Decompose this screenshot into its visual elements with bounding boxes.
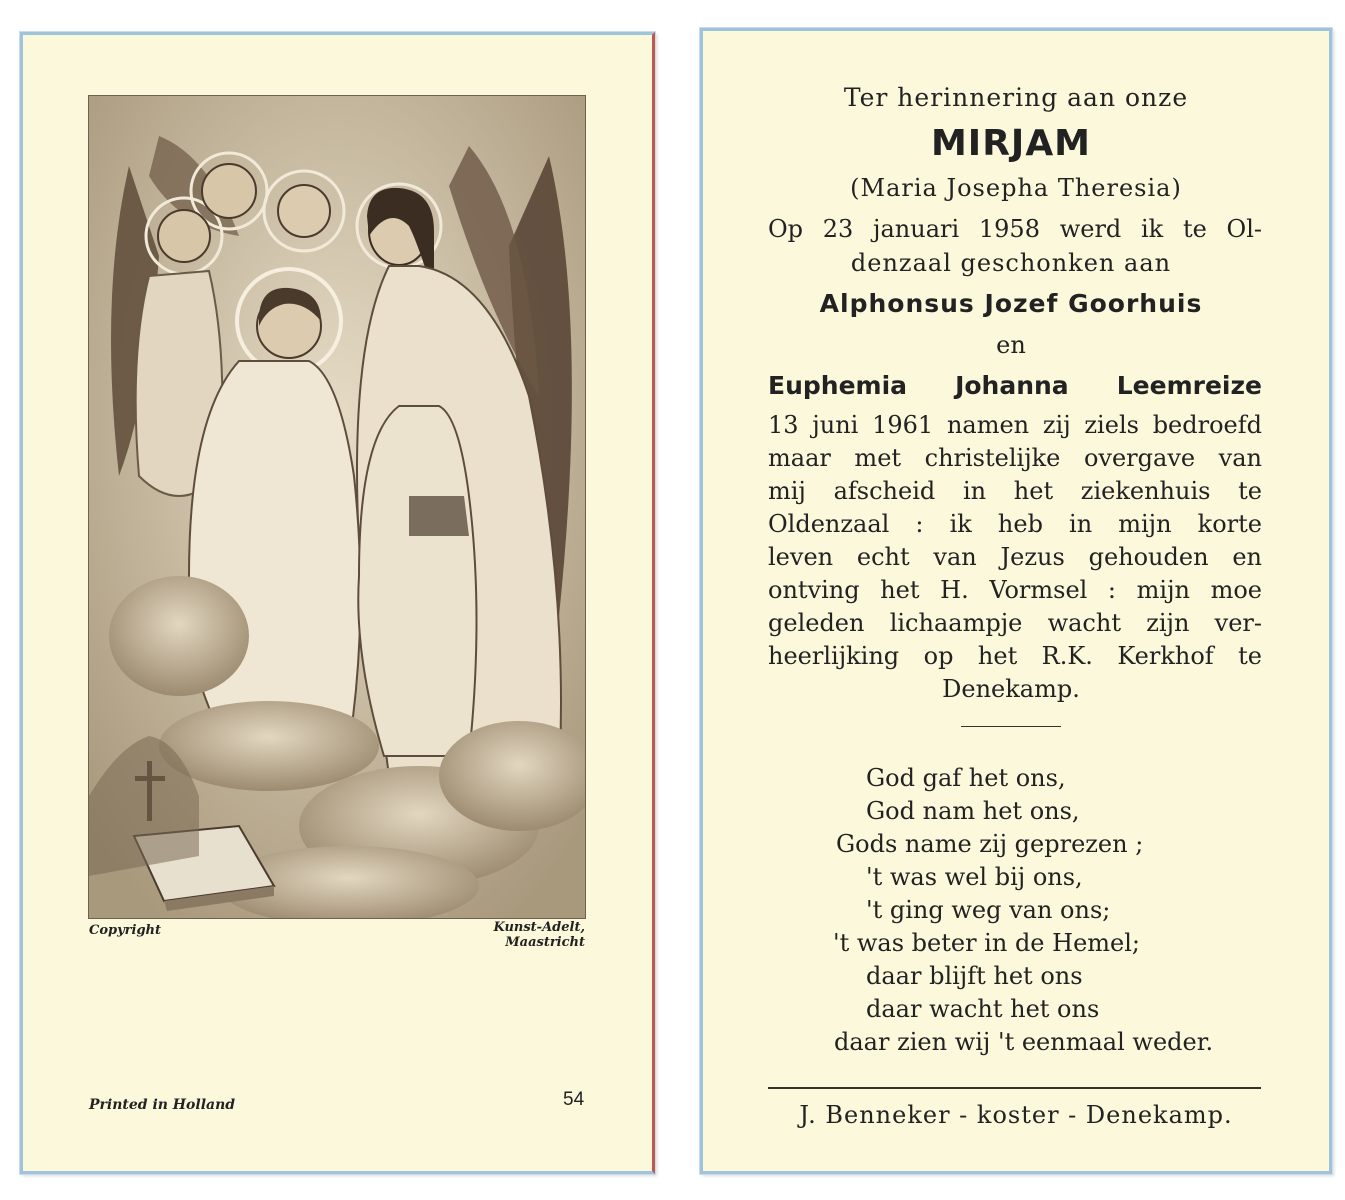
father-name: Alphonsus Jozef Goorhuis bbox=[819, 289, 1203, 318]
birth-line-2: denzaal geschonken aan bbox=[850, 249, 1172, 277]
mother-name: Euphemia Johanna Leemreize bbox=[768, 371, 1262, 400]
and-word: en bbox=[996, 331, 1026, 359]
deceased-name: MIRJAM bbox=[930, 123, 1092, 164]
poem-line-2: God nam het ons, bbox=[866, 797, 1080, 825]
poem-line-4: 't was wel bij ons, bbox=[866, 863, 1083, 891]
poem-line-8: daar wacht het ons bbox=[866, 995, 1100, 1023]
body-line-6: ontving het H. Vormsel : mijn moe bbox=[768, 576, 1262, 604]
angels-illustration bbox=[88, 95, 586, 919]
body-last-line: Denekamp. bbox=[942, 675, 1080, 703]
poem-line-6: 't was beter in de Hemel; bbox=[833, 929, 1140, 957]
short-divider bbox=[961, 726, 1061, 727]
footer-divider bbox=[768, 1087, 1261, 1089]
poem-line-7: daar blijft het ons bbox=[866, 962, 1083, 990]
birth-line-1: Op 23 januari 1958 werd ik te Ol- bbox=[768, 215, 1262, 243]
publisher-caption: Kunst-Adelt, Maastricht bbox=[493, 920, 585, 950]
printed-in-caption: Printed in Holland bbox=[89, 1097, 236, 1113]
poem-line-5: 't ging weg van ons; bbox=[866, 896, 1111, 924]
body-line-3: mij afscheid in het ziekenhuis te bbox=[768, 477, 1262, 505]
body-line-7: geleden lichaampje wacht zijn ver- bbox=[768, 609, 1262, 637]
poem-line-1: God gaf het ons, bbox=[866, 764, 1066, 792]
body-line-2: maar met christelijke overgave van bbox=[768, 444, 1262, 472]
prayer-card-back bbox=[700, 28, 1332, 1174]
copyright-caption: Copyright bbox=[89, 923, 161, 938]
body-line-5: leven echt van Jezus gehouden en bbox=[768, 543, 1262, 571]
body-line-8: heerlijking op het R.K. Kerkhof te bbox=[768, 642, 1262, 670]
printer-footer: J. Benneker - koster - Denekamp. bbox=[799, 1101, 1233, 1129]
body-line-1: 13 juni 1961 namen zij ziels bedroefd bbox=[768, 411, 1262, 439]
intro-line: Ter herinnering aan onze bbox=[843, 83, 1189, 112]
body-line-4: Oldenzaal : ik heb in mijn korte bbox=[768, 510, 1262, 538]
prayer-card-front bbox=[20, 32, 655, 1174]
poem-line-3: Gods name zij geprezen ; bbox=[836, 830, 1144, 858]
card-number: 54 bbox=[563, 1089, 585, 1110]
full-name: (Maria Josepha Theresia) bbox=[850, 174, 1182, 202]
poem-line-9: daar zien wij 't eenmaal weder. bbox=[834, 1028, 1214, 1056]
